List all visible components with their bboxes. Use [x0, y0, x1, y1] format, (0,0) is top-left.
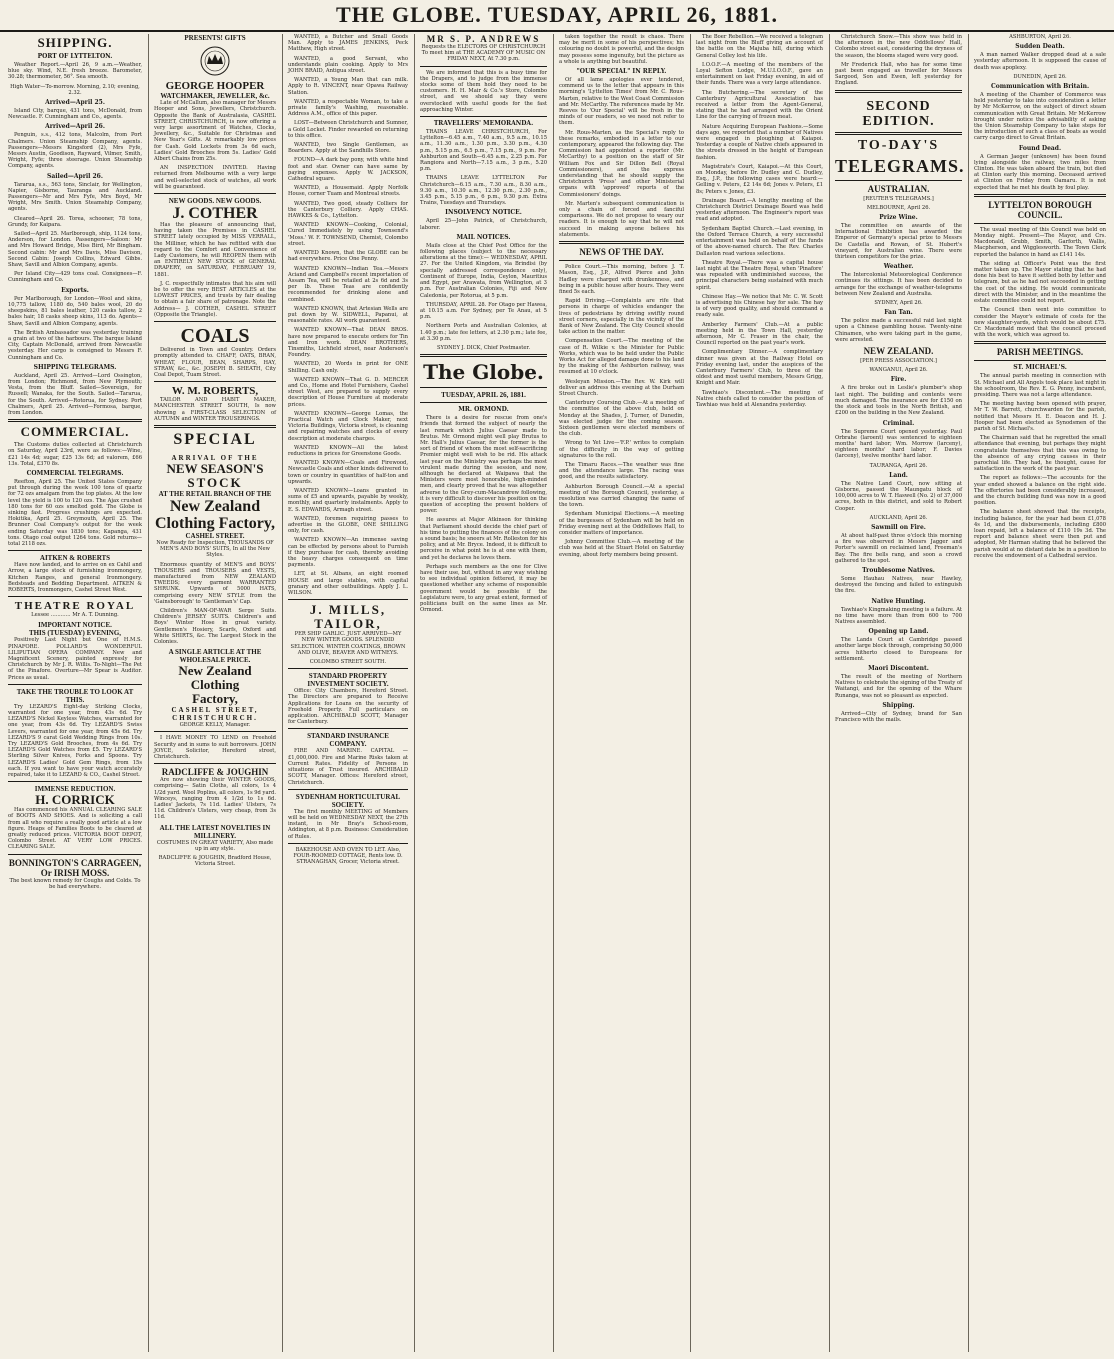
- sailed-text: Tararua, s.s., 563 tons, Sinclair, for Wellington, Napier, Gisborne, Tauranga and Auckland. Passengers—Mr and Mrs Fyfe, Mrs Boyd, Mr Wright, Mrs Smith. Union Steamship Company, agents.: [8, 181, 142, 213]
- australian-heading: AUSTRALIAN.: [867, 183, 930, 194]
- divider: [559, 260, 684, 261]
- classified-ad: WANTED KNOWN—Loans granted in sums of £5 and upwards, payable by weekly, monthly, and quarterly instalments. Apply to E. S. EDWARDS, Armagh street.: [288, 488, 408, 513]
- reuter-tag: [REUTER'S TELEGRAMS.]: [863, 195, 934, 202]
- news-item: The Butchering.—The secretary of the Canterbury Agricultural Association has received a letter from the Agent-General, stating that he had arranged with the Orient Line for the carrying of frozen meat.: [696, 89, 823, 121]
- news-item: I.O.O.F.—A meeting of the members of the Loyal Sefton Lodge, M.U.I.O.O.F., gave an entertainment on last Friday evening, in aid of their funds. There was a very large attendance.: [696, 61, 823, 87]
- news-item: Rapid Driving.—Complaints are rife that persons in charge of vehicles endanger the lives of pedestrians by driving swiftly round street corners, especially in the vicinity of the Bank of New Zealand. The City Council should take action in the matter.: [559, 298, 684, 336]
- classified-ad: WANTED KNOWN—All the latest reductions in prices for Greenstone Goods.: [288, 444, 408, 457]
- parish-meetings-heading: PARISH MEETINGS.: [996, 347, 1084, 358]
- insurance-ad: FIRE AND MARINE. CAPITAL — £1,000,000. Fire and Marine Risks taken at Current Rates. Fidelity of Persons in situations of Trust insured. ARCHIBALD SCOTT, Manager. Offices: Hereford street, Christchurch.: [288, 748, 408, 786]
- column-rule: [148, 34, 149, 1352]
- shipping-telegrams-text: Auckland, April 25. Arrived—Lord Ossington, from London; Richmond, from New Plymouth; Vesta, from the Bluff. Sailed—Sovereign, for Russell; Wanaka, for the South. Sailed—Tararua, for the South. Arrived—Rotorua, for Sydney. Port Chalmers, April 25. Arrived—Formosa, barque, from London.: [8, 372, 142, 416]
- divider: [420, 387, 547, 388]
- divider: [8, 684, 142, 685]
- divider: [8, 419, 142, 422]
- news-item: The Boer Rebellion.—We received a telegram last night from the Bluff giving an account of the battle on the Majuba hill, during which General Colley lost his life.: [696, 34, 823, 59]
- exports-heading: Exports.: [61, 286, 89, 294]
- roberts-ad: TAILOR AND HABIT MAKER, MANCHESTER STREET SOUTH, Is now showing a FIRST-CLASS SELECTION of AUTUMN and WINTER TROUSERINGS.: [154, 397, 276, 422]
- news-item: Amberley Farmers' Club.—At a public meeting held in the Town Hall, yesterday afternoon, Mr C. Fraser in the chair, the Council reported on the past year's work.: [696, 321, 823, 347]
- classified-ad: WANTED, two Single Gentlemen, as Boarders. Apply at the Sandhills Store.: [288, 142, 408, 155]
- news-item: Johnny Committee Club.—A meeting of the club was held at the Stuart Hotel on Saturday evening, about forty members being present.: [559, 539, 684, 558]
- cother-ad: Has the pleasure of announcing that, having taken the Premises in CASHEL STREET lately occupied by MISS VERRALL, the Milliner, which he has refitted with due regard to the Comfort and Convenience of Lady Customers, he will REOPEN them with an ENTIRELY NEW STOCK of GENERAL DRAPERY, on SATURDAY, FEBRUARY 19, 1881.: [154, 222, 276, 278]
- ormond-continued: taken together the result is chaos. There may be merit in some of his perspectives; his colouring no doubt is powerful, and the design may possess some ingenuity, but the picture as a whole is anything but beautiful.: [559, 34, 684, 65]
- new-goods-heading: NEW GOODS. NEW GOODS.: [168, 197, 262, 206]
- costumes-text: COSTUMES IN GREAT VARIETY, Also made up in any style.: [156, 839, 274, 852]
- insolvency-text: April 25—John Patrick, of Christchurch, laborer.: [420, 218, 547, 231]
- land-heading: Land.: [889, 471, 908, 479]
- news-item: Nature Acquiring European Fashions.—Some days ago, we reported that a number of Natives were engaged in ploughing at Kaiapoi. Yesterday a couple of Native chiefs appeared in the streets dressed in the height of European fashion.: [696, 123, 823, 161]
- standard-ad: Office: City Chambers, Hereford Street. The Directors are prepared to Receive Applications for Loans on the security of Freehold Property. Full particulars on application. ARCHIBALD SCOTT, Manager for Canterbury.: [288, 688, 408, 726]
- corrick-heading: H. CORRICK: [35, 792, 115, 808]
- communication-heading: Communication with Britain.: [990, 83, 1090, 91]
- news-item: Theatre Royal.—There was a capital house last night at the Theatre Royal, when 'Pinafore' was repeated with undiminished success, the principal characters being sustained with much spirit.: [696, 259, 823, 291]
- st-michaels-heading: ST. MICHAEL'S.: [1013, 364, 1067, 372]
- masthead: [0, 0, 1114, 32]
- ormond-text-2: He assures at Major Atkinson for thinking that Parliament should decide the chief part of his time to putting the finances of the colony on a sound basis; he sneers at Mr. Rolleston for his policy, and at Mr. Bryce. Indeed, it is difficult to perceive in what point he is at one with them, and yet he declares he loves them.: [420, 517, 547, 561]
- second-edition-heading: SECOND EDITION.: [862, 98, 935, 129]
- dateline-melbourne: MELBOURNE, April 26.: [866, 204, 931, 211]
- troublesome-heading: Troublesome Natives.: [862, 566, 935, 574]
- coals-ad: Delivered in Town and Country. Orders promptly attended to. CHAFF, OATS, BRAN, WHEAT, FLOUR, BEAN, SHARPS, HAY, STRAW, &c., &c. JOSEPH B. SHEATH, City Coal Depot, Tuam Street.: [154, 347, 276, 378]
- news-item: Tawhiao's Discontent.—The meeting of Native chiefs called to consider the position of Tawhiao was held at Alexandra yesterday.: [696, 389, 823, 408]
- news-item: Wrong to Yet Live—'F.P.' writes to complain of the difficulty in the way of getting signatures to the roll.: [559, 440, 684, 459]
- divider: [835, 90, 962, 93]
- latest-novelties: ALL THE LATEST NOVELTIES IN MILLINERY.: [159, 823, 271, 840]
- divider: [974, 341, 1106, 344]
- bonnington-ad: The best known remedy for Coughs and Colds. To be had everywhere.: [9, 877, 141, 890]
- aitken-heading: AITKEN & ROBERTS: [39, 554, 111, 563]
- nz-heading: New Zealand: [169, 497, 261, 515]
- inspection-text: AN INSPECTION INVITED. Having returned from Melbourne with a very large and well-selected stock of watches, all work will be guaranteed.: [154, 165, 276, 190]
- opening-land-heading: Opening up Land.: [868, 628, 929, 636]
- news-item: Canterbury Coursing Club.—At a meeting of the committee of the above club, held on Monday at the Shades, J. Turner, of Dunedin, was elected judge for the coming season. Sixteen gentlemen were elected members of the club.: [559, 400, 684, 438]
- borough-text-2: The siding at Officer's Point was the first matter taken up. The Mayor stating that he had done his best to have it settled both by letter and telegram, but as he had not succeeded in getting the cost of the siding. He would communicate direct with the Minister, and in the meantime the estate committee could not report.: [974, 260, 1106, 305]
- news-item: Ashburton Borough Council.—At a special meeting of the Borough Council, yesterday, a resolution was carried changing the name of the town.: [559, 483, 684, 509]
- retail-heading: AT THE RETAIL BRANCH OF THE: [158, 489, 272, 498]
- divider: [154, 425, 276, 428]
- our-special-text-2: Mr. Rous-Marten, as the Special's reply to these remarks, embodied in a letter to our contemporary, appeared the following day. The Commission had appointed a reporter (Mr. McCarthy) to a position on the staff of Sir William Fox and Sir Dillon Bell (Royal Commissioners), and the express understanding that he should supply the Christchurch 'Press' and other Ministerial organs with 'approved' reports of the Commissioners' doings.: [559, 129, 684, 198]
- andrews-heading: MR S. P. ANDREWS: [426, 34, 541, 44]
- theatre-body: Positively Last Night but One of H.M.S. PINAFORE. POLLARD'S WONDERFUL LILIPUTIAN OPERA COMPANY. New and Magnificent Scenery, painted expressly for Christchurch by Mr J. R. Willis. To-Night—The Pet of the Pinafore. Overture—Mr Spear is Auditor. Prices as usual.: [8, 637, 142, 681]
- arrived-text: Island City, barque, 431 tons, McDonald, from Newcastle. F. Cunningham and Co., agents.: [8, 108, 142, 121]
- classified-ad: WANTED, a good Servant, who understands plain cooking. Apply to Mrs JOHN BRAID, Antigua street.: [288, 55, 408, 75]
- shipping-telegram-text: Arrived—City of Sydney, brand for San Francisco with the mails.: [835, 710, 962, 723]
- divider: [559, 241, 684, 244]
- mills-heading: J. MILLS, TAILOR,: [309, 602, 387, 632]
- classified-ad: WANTED, Two good, steady Colliers for the Canterbury Colliery. Apply CHAS. HAWKES & Co., Lyttelton.: [288, 200, 408, 220]
- borough-text-3: The Council then went into committee to consider the Mayor's estimate of costs for the new slaughter-yards, which would be about £75. Cr. Macdonald moved that the council proceed with the work, which was agreed to.: [974, 307, 1106, 339]
- dateline-wanganui: WANGANUI, April 26.: [869, 367, 928, 374]
- travellers-heading: TRAVELLERS' MEMORANDA.: [433, 120, 534, 128]
- exports-text: Per Marlborough, for London—Wool and skins, 10,775 tallow, 1180 do, 540 bales wool, 20 do sheepskins, 81 bales leather, 120 casks tallow, 2 bales hair, 18 casks sheep skins, 113 do. Agents—Shaw, Savill and Albion Company, agents.: [8, 295, 142, 327]
- opening-land-text: The Lands Court at Cambridge passed another large block through, comprising 50,000 acres hitherto closed to Europeans for settlement.: [835, 637, 962, 662]
- divider: [288, 789, 408, 790]
- weather-text: The Intercolonial Meteorological Conference continues its sittings. It has been decided to arrange for the exchange of weather-telegrams between New Zealand and Australia.: [835, 272, 962, 297]
- divider: [835, 132, 962, 135]
- column-1: [4, 34, 146, 1352]
- divider: [154, 381, 276, 382]
- commercial-telegrams-text: Reefton, April 25. The United States Company put through during the week 100 tons of quartz for 72 ozs amalgam from the top plates. At the low level the yield is 100 to 120 ozs. The Ajax crushed 180 tons for 60 ozs smelted gold. The Globe is sinking fast. Progress crushings are expected. Hokitika, April 25. Greymouth, April 25. The Brunner Coal Company's output for the week ending Saturday was 1830 tons; Kapanga, 431 tons. Otago coal output 1264 tons. Gold returns—total 2118 ozs.: [8, 478, 142, 547]
- port-heading: PORT OF LYTTELTON.: [37, 53, 113, 60]
- sawmill-text: At about half-past three o'clock this morning a fire was observed in Messrs Jagger and Porter's sawmill on reclaimed land, Freeman's Bay. The fire bells rang, and soon a crowd gathered to the spot.: [835, 532, 962, 564]
- postmaster: SYDNEY J. DICK, Chief Postmaster.: [436, 344, 530, 351]
- commercial-text: The Customs duties collected at Christchurch on Saturday, April 23rd, were as follows:—Wine, £21 14s 4d; sugar, £25 13s 6d; ad valorem, £66 13s. Total, £370 8s.: [8, 442, 142, 467]
- arrival-heading: ARRIVAL OF THE: [171, 453, 259, 462]
- radcliffe-ad: Are now showing their WINTER GOODS, comprising— Satin Cloths, all colors, 1s 4 1/2d yard. Wool Poplins, all colors, 1s 9d yard. Winceys, ranging from 4 1/2d to 1s 6d. Ladies' Jackets, 7s 11d. Ladies' Ulsters, 7s 11d. Children's Ulsters, very cheap, from 3s 11d.: [154, 777, 276, 821]
- divider: [8, 596, 142, 597]
- column-7: [831, 34, 966, 1352]
- insolvency-heading: INSOLVENCY NOTICE.: [445, 209, 522, 217]
- fire-text: A fire broke out in Leslie's plumber's shop last night. The building and contents were much damaged. The insurance are for £150 on the stock and tools in the North British, and £200 on the building in the New Zealand.: [835, 385, 962, 417]
- divider: [974, 360, 1106, 361]
- column-6: [692, 34, 827, 1352]
- classified-ad: WANTED, 20 Words in print for ONE Shilling. Cash only.: [288, 361, 408, 374]
- column-4: [416, 34, 551, 1352]
- news-item: Police Court.—This morning, before J. T. Mason, Esq., J.P., Alfred Pierce and John Hadley were charged with drunkenness, and being in a public house after hours. They were fined 5s each.: [559, 264, 684, 295]
- theatre-evening: THIS (TUESDAY) EVENING,: [28, 629, 122, 638]
- divider: [154, 763, 276, 764]
- news-item: Sydenham Municipal Elections.—A meeting of the burgesses of Sydenham will be held on Friday evening next at the Oddfellows Hall, to consider matters of importance.: [559, 511, 684, 537]
- classified-ad: WANTED KNOWN—George Lomas, the Practical Watch and Clock Maker, next Victoria Buildings, Victoria street, is cleaning and repairing watches and clocks of every description at moderate charges.: [288, 410, 408, 442]
- divider: [420, 402, 547, 403]
- insurance-heading: STANDARD INSURANCE COMPANY.: [307, 732, 389, 749]
- fan-tan-heading: Fan Tan.: [884, 309, 913, 317]
- hooper-ad: Late of McCallum, also manager for Messrs Hooper and Sons, Jewellers, Christchurch. Opposite the Bank of Australasia, CASHEL STREET, CHRISTCHURCH, is now offering a very large assortment of Watches, Clocks, Jewellery, &c., Suitable for Christmas and New Year's Gifts. At remarkably low prices for Cash. Gold Lockets from 3s 6d each, Ladies' Gold Brooches from 5s. Ladies' Gold Albert Chains from 25s.: [154, 100, 276, 163]
- native-hunting-heading: Native Hunting.: [871, 597, 926, 605]
- horticultural-heading: SYDENHAM HORTICULTURAL SOCIETY.: [295, 792, 401, 809]
- aitken-ad: Have now landed, and to arrive on ex Cahil and Arrow, a large stock of furnishing ironmongery, Kitchen Ranges, and general Ironmongery. Bedsteads and Bedding Department. AITKEN & ROBERTS, Ironmongers, Cashel Street West.: [8, 562, 142, 593]
- criminal-text: The Supreme Court opened yesterday. Paul Orbrahe (laroent) was sentenced to eighteen months' hard labor; Wm. Morrow (larceny), eighteen months' hard labor; F. Davies (larceny), twelve months' hard labor.: [835, 428, 962, 460]
- divider: [8, 854, 142, 855]
- news-item: Drainage Board.—A lengthy meeting of the Christchurch District Drainage Board was held yesterday afternoon. The Engineer's report was read and adopted.: [696, 197, 823, 223]
- classified-ad: WANTED, a Housemaid. Apply Norfolk House, corner Tuam and Montreal streets.: [288, 185, 408, 198]
- news-item: Wesleyan Mission.—The Rev. W. Kirk will deliver an address this evening at the Durham Street Church.: [559, 378, 684, 397]
- presents-heading: PRESENTS! GIFTS: [184, 34, 246, 42]
- projected2-text: Per Island City—429 tons coal. Consignees—F. Cunningham and Co.: [8, 271, 142, 284]
- news-item: Compensation Court.—The meeting of the case of R. Wilkie v. the Minister for Public Works, which was to be held under the Public Works Act for alleged damage done to his land by the making of the Ashburton railway, was resumed at 10 o'clock.: [559, 338, 684, 376]
- classified-ad: WANTED, foremen requiring passes to advertise in the GLOBE, ONE SHILLING only, for cash.: [288, 515, 408, 535]
- theatre-heading: THEATRE ROYAL: [14, 600, 136, 613]
- kelly-manager: GEORGE KELLY, Manager.: [179, 722, 251, 729]
- trains-christchurch: TRAINS LEAVE CHRISTCHURCH, For Lyttelton—6.45 a.m., 7.40 a.m., 9.5 a.m., 10.15 a.m., 11.30 a.m., 1.30 p.m., 3.30 p.m., 4.30 p.m., 5.15 p.m., 6.5 p.m., 7.15 p.m., 9 p.m. For Ashburton and South—6.45 a.m., 2.25 p.m. For Rangiora and North—7.15 a.m., 3 p.m., 5.20 p.m.: [420, 129, 547, 173]
- standard-heading: STANDARD PROPERTY INVESTMENT SOCIETY.: [307, 672, 389, 689]
- horticultural-ad: The first monthly MEETING of Members will be held on WEDNESDAY NEXT, the 27th instant, in Mr Bray's School-room, Addington, at 8 p.m. Business: Consideration of Rules.: [288, 808, 408, 840]
- dateline-sydney: SYDNEY, April 26.: [874, 300, 923, 307]
- column-5: [555, 34, 688, 1352]
- sudden-death-heading: Sudden Death.: [1015, 43, 1065, 51]
- intro-text: We are informed that this is a busy time for the Drapers, and to judge from the immense stocks some of them hold they need to be customers. H. H. Mair & Co.'s Store, Colombo street, and we should say they were overstocked with useful goods for the fast approaching Winter.: [420, 69, 547, 113]
- divider: [288, 668, 408, 669]
- ready-text-3: Children's MAN-OF-WAR Serge Suits. Children's JERSEY SUITS. Children's and Boys' Winter Hose in great variety. Gentlemen's Hosiery, Scarfs, Oxford and White SHIRTS, &c. The Largest Stock in the Colonies.: [154, 607, 276, 645]
- classified-ad: WANTED KNOWN—That DEAN BROS. have now prepared to execute orders for Tin and Iron work. DEAN BROTHERS, Tinsmiths, Lichfield street, near Anderson's Foundry.: [288, 327, 408, 359]
- weather-report: Weather Report.—April 26, 9 a.m.—Weather, blue sky. Wind, N.E. fresh breeze. Barometer, 30.28; thermometer, 56°. Sea smooth.: [8, 62, 142, 81]
- hooper-emblem: [154, 44, 276, 80]
- ormond-text: There is a desire for rescue from one's friends that formed the subject of nearly the last remark which Julius Caesar made to Brutus. Mr. Ormond might well play Brutus to Mr. Hall's Julius Caesar, for the former is the sort of friend of whom the most self-sacrificing Premier might well wish to be rid. His attack last year on the Ministry was perhaps the most virulent made during the session, and now, although he declared at Waipawa that the Ministers were most honorable, high-minded men, and clearly proved that he was altogether adverse to the Grey-cum-Macandrew following, it is very difficult to discover his position on the question of accepting the present holders of power.: [420, 415, 547, 515]
- special-heading: SPECIAL: [173, 430, 257, 448]
- found-dead-text: A German Jaeger (unknown) has been found lying alongside the railway, two miles from Clinton. He was taken aboard the train, but died at Clinton early this morning. Deceased arrived at Clinton on Friday from Oamaru. It is not expected that he met his death by foul play.: [974, 153, 1106, 191]
- corrick-ad: Has commenced his ANNUAL CLEARING SALE of BOOTS AND SHOES. And is soliciting a call from all who require a really good article at a low figure. Heaps of Families Boots to be cleared at greatly reduced prices. VICTORIA BOOT DEPOT, Colombo Street. AT VERY LOW PRICES. CLEARING SALE.: [8, 807, 142, 851]
- st-michaels-text-4: The report as follows:—The accounts for the year ended showed a balance on the right side. The offertories had been considerably increased, and the church building fund was now in a good position.: [974, 475, 1106, 507]
- mail-text-2: THURSDAY, APRIL 28. For Otago per Hawea, at 10.15 a.m. For Sydney, per Te Anau, at 5 p.m.: [420, 301, 547, 321]
- weather-heading: Weather.: [883, 263, 914, 271]
- classified-ad: WANTED KNOWN—Cooking, Colonial, Cured Immediately by using Townsend's 'Moss.' W. F. TOWNSEND, Chemist, Colombo street.: [288, 222, 408, 247]
- trains-lyttelton: TRAINS LEAVE LYTTELTON For Christchurch—6.15 a.m., 7.30 a.m., 8.30 a.m., 9.30 a.m., 10.30 a.m., 12.30 p.m., 2.30 p.m., 3.45 p.m., 5.15 p.m., 6 p.m., 9.30 p.m. Extra Trains, Tuesdays and Thursdays.: [420, 175, 547, 207]
- divider: [420, 354, 547, 357]
- column-2: [150, 34, 280, 1352]
- st-michaels-text: The annual parish meeting in connection with St. Michael and All Angels took place last night in the schoolroom, the Rev. E. G. Penny, incumbent, presiding. There was not a large attendance.: [974, 373, 1106, 398]
- classified-ad: WANTED KNOWN—An immense saving can be effected by persons about to Furnish if they purchase for cash, thereby avoiding the heavy charges consequent on time payments.: [288, 537, 408, 569]
- fire-heading: Fire.: [890, 376, 907, 384]
- column-3: [284, 34, 412, 1352]
- immense-heading: IMMENSE REDUCTION.: [34, 785, 116, 794]
- news-item: Magistrate's Court, Kaiapoi.—At this Court, on Monday, before Dr. Dudley and C. Dudley, Esq., J.P., the following cases were heard:—Gelling v. Peters, £2 14s 6d; Jones v. Peters, £1 8s; Peters v. Jones, £3.: [696, 163, 823, 195]
- land-text: The Native Land Court, now sitting at Gisborne, passed the Maungatu block of 100,000 acres to W. T. Haswell (No. 2) of 37,000 acres, both in this district, and sold to Robert Cooper.: [835, 480, 962, 512]
- shipping-heading: SHIPPING.: [37, 35, 113, 50]
- arrived26-heading: Arrived—April 26.: [45, 123, 105, 131]
- st-michaels-text-3: The Chairman said that he regretted the small attendance that evening, but perhaps they might congratulate themselves that this was owing to the absence of any crying causes in their parochial life. They had, he thought, cause for satisfaction in the work of the past year.: [974, 435, 1106, 473]
- found-dead-heading: Found Dead.: [1018, 144, 1062, 152]
- telegrams-heading: TELEGRAMS.: [835, 155, 965, 176]
- divider: [8, 781, 142, 782]
- lezard-heading: TAKE THE TROUBLE TO LOOK AT THIS.: [16, 687, 134, 704]
- classified-ad: WANTED, a Butcher and Small Goods Man. Apply to JAMES JENKINS, Peck Matthew, High street.: [288, 34, 408, 53]
- nz-clothing-heading: New Zealand Clothing: [178, 663, 252, 693]
- dateline-auckland: AUCKLAND, April 26.: [869, 514, 928, 521]
- dateline-tauranga: TAURANGA, April 26.: [869, 462, 928, 469]
- mail-text-3: Northern Ports and Australian Colonies, at 1.40 p.m.; late fee letters, at 2.30 p.m.; late fee, at 3.30 p.m.: [420, 323, 547, 342]
- our-special-text: Of all lame apologies ever tendered, commend us to the letter that appears in this morning's 'Lyttelton Times' from Mr. C. Rous-Marten, relative to the West Coast Commission and Mr. McCarthy. The references made by Mr. Reeves to 'Our Special' will be fresh in the minds of our readers, so we need not refer to them.: [559, 77, 684, 127]
- factory-heading: Factory,: [192, 691, 238, 707]
- crown-icon: [185, 44, 245, 78]
- news-item: Christchurch Snow.—This show was held in the afternoon in the new Oddfellows' Hall, Colombo street east, considering the dryness of the season, the blooms staged were very good.: [835, 34, 962, 59]
- hooper-heading: GEORGE HOOPER: [165, 80, 265, 93]
- theatre-lessee: Lessee ............ Mr A. T. Dunning.: [31, 612, 119, 619]
- prize-wine-heading: Prize Wine.: [879, 214, 918, 222]
- column-8: [970, 34, 1110, 1352]
- divider: [974, 194, 1106, 197]
- new-zealand-heading: NEW ZEALAND.: [863, 346, 934, 357]
- divider: [420, 116, 547, 117]
- radcliffe-address: RADCLIFFE & JOUGHIN, Bradford House, Victoria Street.: [158, 855, 272, 868]
- mills-ad: PER SHIP GARLIC. JUST ARRIVED—MY NEW WINTER GOODS. SPLENDID SELECTION. WINTER COATINGS, BROWN AND OLIVE, BEAVER AND WITNEYS.: [290, 631, 406, 656]
- new-season-heading: NEW SEASON'S: [166, 460, 264, 476]
- fan-tan-text: The police made a successful raid last night upon a Chinese gambling house. Twenty-nine Chinamen, who were taking part in the game, were arrested.: [835, 318, 962, 343]
- wholesale-text: A SINGLE ARTICLE AT THE WHOLESALE PRICE.: [168, 648, 262, 665]
- ready-text-2: Enormous quantity of MEN'S and BOYS' TROUSERS and TROUSERS and VESTS, manufactured from NEW ZEALAND TWEEDS; every garment WARRANTED SHRUNK. Upwards of 5000 HATS, comprising every NEW STYLE from the 'Gainsborough' to 'Gentleman's' Cap.: [154, 561, 276, 605]
- borough-text: The usual meeting of this Council was held on Monday night. Present—The Mayor, and Crs. Macdonald, Grubb, Smith, Garforth, Wallis, Macpherson, and Wigglesworth. The Town Clerk reported the balance in hand as £141 14s.: [974, 226, 1106, 258]
- sailed-heading: Sailed—April 26.: [47, 172, 103, 180]
- maori-heading: Maori Discontent.: [868, 664, 929, 672]
- column-rule: [414, 34, 415, 1352]
- maori-text: The result of the meeting of Northern Natives to celebrate the signing of the Treaty of Waitangi, and for the opening of the Whare Runanga, was not so pleasant as expected.: [835, 673, 962, 699]
- projected-text: Sailed—April 25. Marlborough, ship, 1124 tons, Anderson, for London. Passengers—Saloon: Mr and Mrs Howard Bridge, Miss Bird, Mr Bingham. Second cabin: Mr and Mrs Davis, Miss Davison, Second Cabin: Joseph Collins, Edward Gibbs. Shaw, Savill and Albion Company, agents.: [8, 231, 142, 269]
- cashel-christchurch: CASHEL STREET, CHRISTCHURCH.: [171, 706, 259, 723]
- our-special-text-3: Mr. Marten's subsequent communication is only a chain of forced and fanciful comparisons. We do not propose to weary our readers. It is enough to say that he will not succeed in making anyone believe his statements.: [559, 200, 684, 238]
- arrived26-text: Penguin, s.s., 412 tons, Malcolm, from Port Chalmers. Union Steamship Company, agents. Passengers—Messrs Kingsford (2), Mrs Fyfe, Messrs Austin, Goodison, Rayward, Vilmer, Smith, Wright, Fyfe; three steerage. Union Steamship Company, agents.: [8, 132, 142, 170]
- prize-wine-text: The committee on awards of the International Exhibition has awarded the Emperor of Germany's special prize to Messrs De Castella and Rowan, of St. Hubert's vineyard, for Australian wine. There were thirteen competitors for the prize.: [835, 223, 962, 261]
- commercial-heading: COMMERCIAL.: [20, 424, 130, 440]
- radcliffe-heading: RADCLIFFE & JOUGHIN: [161, 767, 269, 778]
- news-of-the-day-heading: NEWS OF THE DAY.: [579, 247, 664, 258]
- news-item: Sydenham Baptist Church.—Last evening, in the Oxford Terrace Church, a very successful entertainment was held on behalf of the funds of the above-named church. The Rev. Charles Dallaston read various selections.: [696, 225, 823, 257]
- todays-heading: TO-DAY'S: [857, 137, 940, 153]
- troublesome-text: Some Hauhau Natives, near Hawley, destroyed the fencing and failed to extinguish the fire.: [835, 575, 962, 595]
- divider: [288, 843, 408, 844]
- mail-text: Mails close at the Chief Post Office for the following places (subject to the necessary alterations at the time):— WEDNESDAY, APRIL 27. For the United Kingdom, via Brindisi (by specially addressed correspondence only), Continent of Europe, India, Ceylon, Mauritius and Egypt, per Arawata, from Wellington, at 3 p.m. For Australian Colonies, Fiji and New Caledonia, per Rotorua, at 5 p.m.: [420, 242, 547, 299]
- theatre-notice: IMPORTANT NOTICE.: [38, 621, 112, 630]
- high-water: High Water—To-morrow. Morning, 2.10; evening, 2.32.: [10, 83, 140, 96]
- news-item: Mr Frederick Hall, who has for some time past been engaged as traveller for Messrs Sargood, Son and Ewen, left yesterday for England.: [835, 61, 962, 87]
- sawmill-heading: Sawmill on Fire.: [871, 523, 926, 531]
- mail-heading: MAIL NOTICES.: [456, 233, 511, 241]
- issue-date: TUESDAY, APRIL 26, 1881.: [441, 391, 526, 400]
- roberts-heading: W. M. ROBERTS,: [171, 385, 259, 398]
- classified-ad: FOUND—A dark bay pony, with white hind foot and star. Owner can have same by paying expenses. Apply W. JACKSON, Cathedral square.: [288, 157, 408, 183]
- lend-ad: I HAVE MONEY TO LEND on Freehold Security and in sums to suit borrowers. JOHN JOYCE, Solicitor, Hereford street, Christchurch.: [154, 735, 276, 760]
- criminal-heading: Criminal.: [882, 419, 915, 427]
- bakehouse-ad: BAKEHOUSE AND OVEN TO LET. Also, FOUR-ROOMED COTTAGE, Rents low. D. STRANAGHAN, Grocer, Victoria street.: [293, 846, 403, 866]
- communication-text: A meeting of the Chamber of Commerce was held yesterday to take into consideration a letter by Mr McKerrow, on the subject of direct steam communication with Great Britain. Mr McKerrow brought under notice the advisability of asking the Union Steamship Company to take steps for the introduction of such a class of boats as would carry cargo direct to Great Britain.: [974, 92, 1106, 142]
- borough-council-heading: LYTTELTON BOROUGH COUNCIL.: [988, 199, 1092, 220]
- dateline-dunedin: DUNEDIN, April 26.: [1013, 73, 1067, 80]
- shipping-telegrams-heading: SHIPPING TELEGRAMS.: [33, 363, 117, 371]
- ready-text: Now Ready for Inspection, THOUSANDS OF MEN'S AND BOYS' SUITS, In all the New Styles.: [156, 539, 274, 559]
- classified-ad: WANTED KNOWN, that Artesian Wells are put down by W. SIDWELL, Papanui, at reasonable rates. All work guaranteed.: [288, 305, 408, 325]
- divider: [288, 728, 408, 729]
- classified-ad: WANTED, a Young Man that can milk. Apply to R. VINCENT, near Opawa Railway Station.: [288, 77, 408, 96]
- divider: [974, 223, 1106, 224]
- st-michaels-text-5: The balance sheet showed that the receipts, including balance, for the year had been £1,078 4s 1d, and the disbursements, including £800 loan repaid, left a balance of £110 19s 3d. The report and balance sheet were then put and adopted, Mr Harman stating that he believed the parish would at no distant date be in a position to receive the endowment of a Cathedral service.: [974, 509, 1106, 559]
- st-michaels-text-2: The meeting having been opened with prayer, Mr T. W. Barrett, churchwarden for the parish, notified that Messrs H. E. Deacon and H. J. Hooper had been elected as Synodsmen of the parish of St. Michael's.: [974, 401, 1106, 432]
- ormond-heading: MR. ORMOND.: [458, 406, 509, 414]
- divider: [8, 550, 142, 551]
- arrived-heading: Arrived—April 25.: [45, 99, 105, 107]
- bonnington-heading: BONNINGTON'S CARRAGEEN, Or IRISH MOSS.: [8, 857, 142, 878]
- newspaper-title: THE GLOBE. TUESDAY, APRIL 26, 1881.: [336, 2, 778, 27]
- column-rule: [553, 34, 554, 1352]
- andrews-ad: Requests the ELECTORS OF CHRISTCHURCH To meet him at THE ACADEMY OF MUSIC ON FRIDAY NEXT, At 7.30 p.m.: [421, 44, 546, 63]
- classified-ad: LET, at St. Albans, an eight roomed HOUSE and large stables, with capital granary and other outbuildings. Apply J. L. WILSON.: [288, 571, 408, 597]
- cother-heading: J. COTHER: [172, 205, 258, 223]
- mills-address: COLOMBO STREET SOUTH.: [309, 659, 387, 666]
- our-special-heading: "OUR SPECIAL" IN REPLY.: [576, 68, 667, 76]
- press-association-tag: [PER PRESS ASSOCIATION.]: [860, 358, 937, 365]
- classified-ad: WANTED KNOWN—That G. D. MERCER and Co., Home and Hotel Furnishers, Cashel street West, are prepared to supply every description of House Furniture at moderate prices.: [288, 376, 408, 408]
- globe-nameplate: The Globe.: [423, 360, 544, 385]
- divider: [288, 599, 408, 600]
- stock-heading: STOCK: [187, 474, 243, 490]
- cashel-street: CASHEL STREET.: [185, 531, 245, 540]
- coals-heading: COALS: [180, 325, 250, 348]
- shipping-telegram-heading: Shipping.: [882, 701, 915, 709]
- cother-ad-2: J. C. respectfully intimates that his aim will be to offer the very BEST ARTICLES at the LOWEST PRICES, and trusts by fair dealing to obtain a fair share of patronage. Note the Address— J. COTHER, CASHEL STREET (Opposite the Triangle).: [154, 280, 276, 318]
- news-item: Chinese Hay.—We notice that Mr. C. W. Scott is advertising his Chinese hay for sale. The hay is of very good quality, and should command a ready sale.: [696, 293, 823, 319]
- classified-ad: WANTED KNOWN—Coals and Firewood, Newcastle Coals and other kinds delivered to town or country in quantities of half-ton and upwards.: [288, 460, 408, 485]
- commercial-telegrams-heading: COMMERCIAL TELEGRAMS.: [26, 469, 124, 477]
- column-rule: [968, 34, 969, 1352]
- divider: [154, 321, 276, 322]
- column-rule: [690, 34, 691, 1352]
- classified-ad: WANTED, a respectable Woman, to take a private family's Washing, reasonable. Address A.M., office of this paper.: [288, 98, 408, 118]
- column-rule: [829, 34, 830, 1352]
- sudden-death-text: A man named Walker dropped dead at a sale yesterday afternoon. It is supposed the cause of death was apoplexy.: [974, 52, 1106, 71]
- hooper-sub: WATCHMAKER, JEWELLER, &c.: [160, 92, 270, 101]
- native-hunting-text: Tawhiao's Kingmaking meeting is a failure. At no time have more than from 600 to 700 Natives assembled.: [835, 606, 962, 625]
- classified-ad: WANTED Known, that the GLOBE can be had everywhere. Price One Penny.: [288, 250, 408, 263]
- divider: [154, 193, 276, 194]
- cleared-text: Cleared—April 26. Torea, schooner, 78 tons, Grundy, for Kaipara.: [8, 215, 142, 228]
- divider: [154, 731, 276, 732]
- divider: [835, 180, 962, 181]
- news-item: The Timaru Races.—The weather was fine and the attendance large. The racing was good, and the results satisfactory.: [559, 461, 684, 481]
- divider: [420, 66, 547, 67]
- classified-ad: WANTED KNOWN—Indian Tea.—Messrs Aciand and Campbell's recent importation of Assam Tea, will be retailed at 2s 6d and 3s per lb. These Teas are confidently recommended for drinking alone and combined.: [288, 265, 408, 303]
- dateline-ashburton: ASHBURTON, April 26.: [1009, 34, 1071, 40]
- lezard-ad: Try LEZARD'S Eight-day Striking Clocks, warranted for one year, from 43s 6d. Try LEZARD'S Nickel Keyless Watches, warranted for one year, from 43s 6d. Try LEZARD'S Swiss Levers, warranted for one year, from 45s 6d. Try LEZARD'S 9 carat Gold Wedding Rings from 10s. Try LEZARD'S Gold Brooches, from 4s 6d. Try LEZARD'S Gold Watches from £5. Try LEZARD'S Sterling Silver Knives, Forks and Spoons. Try LEZARD'S Ladies' Gold Gem Rings, from 15s each. If you want to have your watch accurately repaired, take it to LEZARD & CO., Cashel Street.: [8, 703, 142, 779]
- classified-ad: LOST—Between Christchurch and Sumner, a Gold Locket. Finder rewarded on returning to this office.: [288, 120, 408, 139]
- shipping-note: The British Ambassador was yesterday training a grain at two of the harbours. The barque Island City, Captain McDonald, arrived from Newcastle yesterday. Her cargo is consigned to Messrs F. Cunningham and Co.: [8, 329, 142, 361]
- ormond-text-3: Perhaps such members as the one for Clive have their use, but, without in any way wishing to see individual opinion fettered, it may be questioned whether any scheme of responsible government would be possible if the Legislature were, to any great extent, formed of politicians built on the same lines as Mr. Ormond.: [420, 563, 547, 614]
- clothing-factory-heading: Clothing Factory,: [155, 514, 275, 532]
- news-item: Complimentary Dinner.—A complimentary dinner was given at the Railway Hotel on Friday evening last, under the auspices of the Canterbury Farmers' Club, to three of the oldest and most useful members, Messrs Grigg, Knight and Mair.: [696, 349, 823, 387]
- column-rule: [282, 34, 283, 1352]
